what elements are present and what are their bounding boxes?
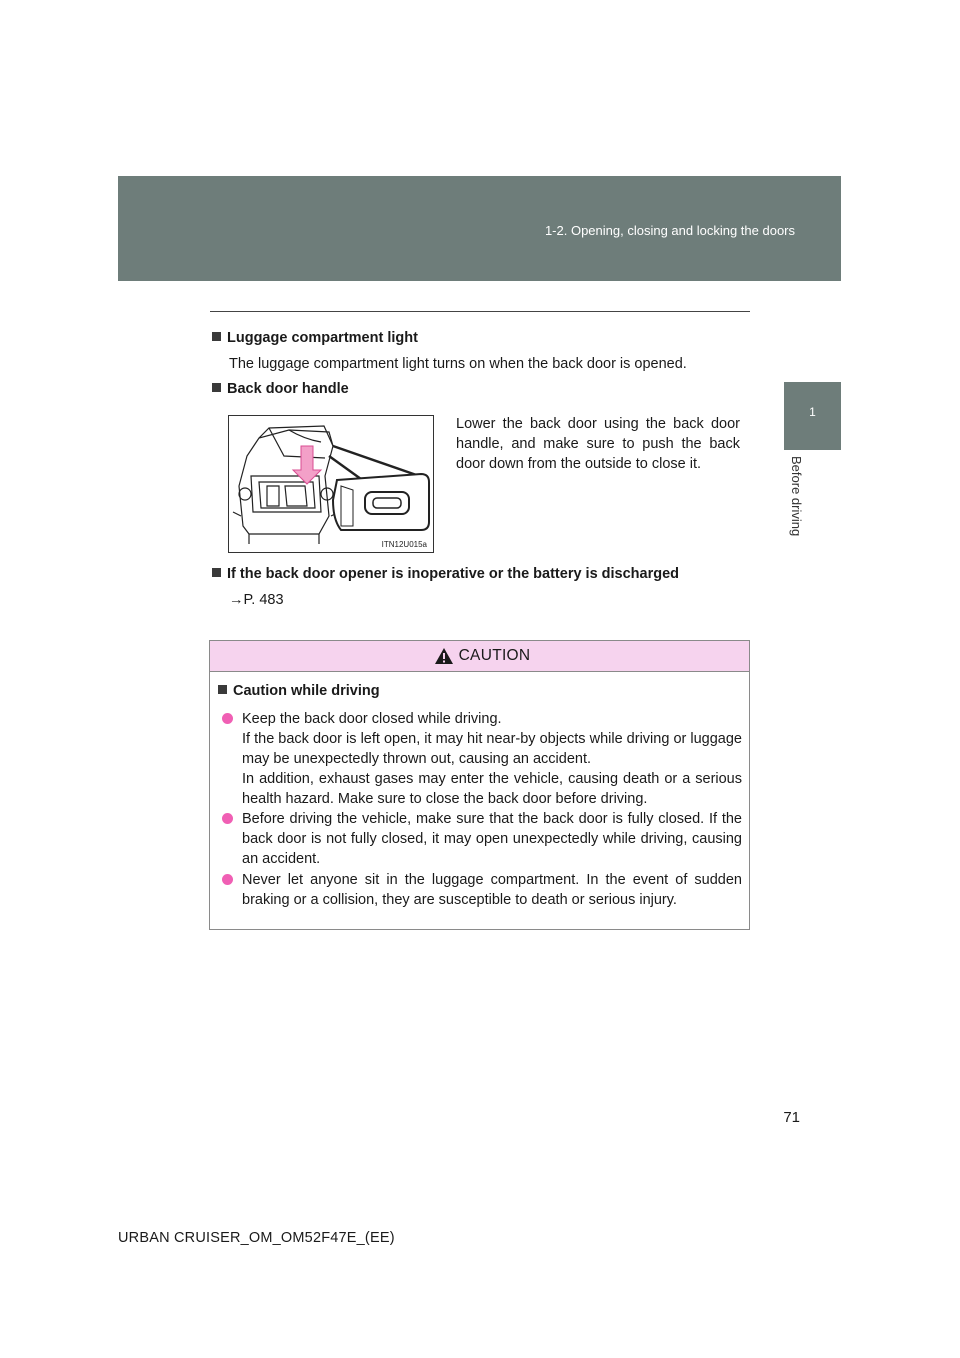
heading-back-door-handle: Back door handle	[212, 381, 349, 397]
chapter-label: Before driving	[789, 456, 804, 537]
round-bullet-icon	[222, 874, 233, 885]
round-bullet-icon	[222, 713, 233, 724]
square-bullet-icon	[218, 685, 227, 694]
round-bullet-icon	[222, 813, 233, 824]
chapter-number: 1	[809, 405, 816, 419]
caution-item: Never let anyone sit in the luggage compartment. In the event of sudden braking or a collision, they are susceptible to death or serious injury.	[222, 870, 742, 910]
caution-item: Keep the back door closed while driving. If the back door is left open, it may hit near-by objects while driving or luggage may be unexpectedly thrown out, causing an accident. In addition, exhaust gases may enter the vehicle, causing death or a serious health hazard. Make sure to close the back door before driving.	[222, 709, 742, 809]
document-code: URBAN CRUISER_OM_OM52F47E_(EE)	[118, 1230, 395, 1246]
back-door-illustration	[228, 415, 434, 553]
caution-title: CAUTION	[458, 647, 531, 664]
heading-luggage-light: Luggage compartment light	[212, 330, 418, 346]
car-back-door-icon	[229, 416, 433, 552]
caution-heading: Caution while driving	[218, 683, 380, 699]
square-bullet-icon	[212, 383, 221, 392]
header-band	[118, 176, 841, 281]
text-back-door-handle: Lower the back door using the back door handle, and make sure to push the back door down from the outside to close it.	[456, 416, 740, 472]
warning-triangle-icon	[434, 647, 454, 665]
caution-box	[209, 640, 750, 930]
square-bullet-icon	[212, 568, 221, 577]
square-bullet-icon	[212, 332, 221, 341]
heading-back-door-opener: If the back door opener is inoperative or the battery is discharged	[212, 566, 679, 582]
top-rule	[210, 311, 750, 312]
section-title: 1-2. Opening, closing and locking the doors	[544, 223, 795, 238]
page-reference: →P. 483	[229, 592, 284, 608]
text-luggage-light: The luggage compartment light turns on when the back door is opened.	[229, 356, 687, 372]
caution-header	[210, 641, 749, 672]
caution-item: Before driving the vehicle, make sure that the back door is fully closed. If the back door is not fully closed, it may open unexpectedly while driving, causing an accident.	[222, 809, 742, 869]
chapter-tab	[784, 382, 841, 450]
figure-code: ITN12U015a	[381, 540, 427, 549]
page-number: 71	[783, 1109, 800, 1126]
